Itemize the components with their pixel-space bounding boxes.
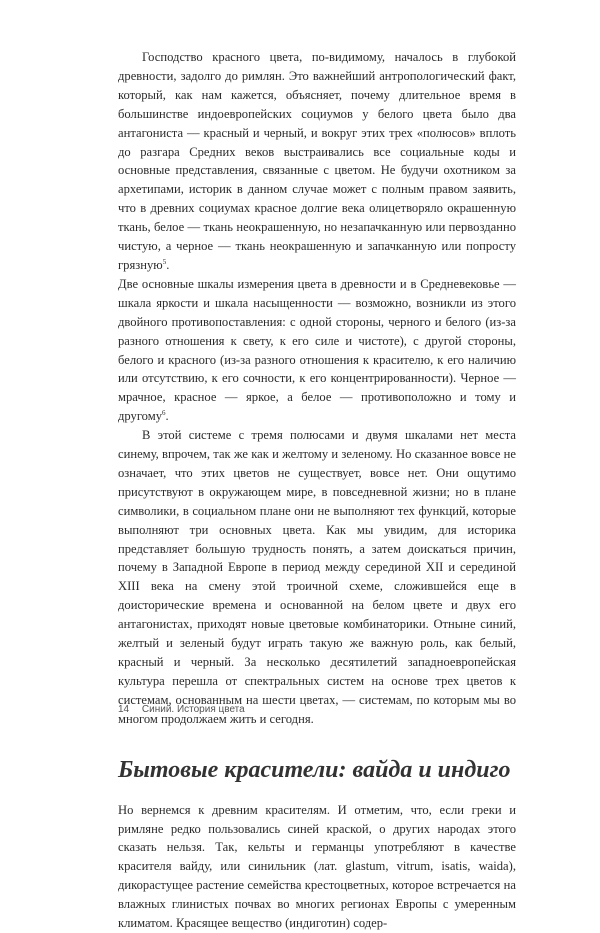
latin-terms: (лат. glastum, vitrum, isatis, waida) (313, 859, 513, 874)
footnote-marker[interactable]: 5 (162, 257, 167, 266)
page-footer (118, 704, 245, 715)
paragraph-color-scales: Две основные шкалы измерения цвета в древности и в Средневековье — шкала яркости и шкала насыщенности — возможно, возникли из этого двойного противопоставления: с одной стороны, черного и белого (из-за разного отношения к свету, к его силе и чистоте), с другой стороны, белого и красного (из-за разного отношения к красителю, к его наличию или отсутствию, к его сочности, к его концентрированности). Черное — мрачное, красное — яркое, а белое — противоположно и тому и другому$^6$. (118, 276, 516, 424)
main-text-block (118, 48, 516, 933)
page-number: 14 (118, 704, 130, 715)
footnote-marker[interactable]: 6 (162, 409, 166, 418)
paragraph-dyes (118, 801, 516, 933)
section-heading: Бытовые красители: вайда и индиго (118, 756, 511, 783)
paragraph-text: Но вернемся к древним красителям. И отметим, что, если греки и римляне редко пользовались синей краской, о других народах этого сказать нельзя. Так, кельты и германцы употребляют в качестве красителя вайду, или синильник (118, 802, 516, 874)
paragraph-text: Господство красного цвета, по-видимому, началось в глубокой древности, задолго до римлян. Это важнейший антропологический факт, который, как нам кажется, объясняет, почему длительное время в большинстве индоевропейских социумов у белого цвета было два антагониста — красный и черный, и вокруг этих трех «полюсов» вплоть до разгара Средних веков выстраивались все социальные коды и основные представления, связанные с цветом. Не будучи охотником за архетипами, историк в данном случае может с полным правом заявить, что в древних социумах красное долгие века олицетворяло окрашенную ткань, белое — ткань неокрашенную, но незапачканную или первозданно чистую, а черное — ткань неокрашенную и запачканную или попросту грязную (118, 50, 516, 272)
paragraph-three-poles (118, 426, 516, 729)
paragraph-text: В этой системе с тремя полюсами и двумя шкалами нет места синему, впрочем, так же как и желтому и зеленому. Но сказанное вовсе не означает, что этих цветов не существует, вовсе нет. Они ощутимо присутствуют в окружающем мире, в повседневной жизни; но в плане символики, в социальном плане они не выполняют тех функций, которые выполняют три основных цвета. Как мы увидим, для историка представляет большую трудность понять, а затем доискаться причин, почему в Западной Европе в период между серединой XII и серединой XIII века на смену этой троичной схеме, сложившейся еще в доисторические времена и основанной на белом цвете и двух его антагонистах, приходят новые цветовые комбинаторики. Отныне синий, желтый и зеленый будут играть такую же важную роль, как белый, красный и черный. За несколько десятилетий западноевропейская культура перешла от спектральных систем на основе трех цветов к системам, основанным на шести цветах, — системам, по которым мы во многом продолжаем жить и сегодня. (118, 428, 516, 726)
paragraph-text-tail: , дикорастущее растение семейства крестоцветных, которое встречается на влажных глинистых почвах во многих регионах Европы с умеренным климатом. Красящее вещество (индиготин) содер- (118, 859, 516, 931)
running-title: Синий. История цвета (141, 704, 245, 715)
paragraph-red-dominance: Господство красного цвета, по-видимому, началось в глубокой древности, задолго до римлян. Это важнейший антропологический факт, который, как нам кажется, объясняет, почему длительное время в большинстве индоевропейских социумов у белого цвета было два антагониста — красный и черный, и вокруг этих трех «полюсов» вплоть до разгара Средних веков выстраивались все социальные коды и основные представления, связанные с цветом. Не будучи охотником за архетипами, историк в данном случае может с полным правом заявить, что в древних социумах красное долгие века олицетворяло окрашенную ткань, белое — ткань неокрашенную, но незапачканную или первозданно чистую, а черное — ткань неокрашенную и запачканную или попросту грязную$^5$. (118, 50, 516, 272)
paragraph-text: Две основные шкалы измерения цвета в древности и в Средневековье — шкала яркости и шкала насыщенности — возможно, возникли из этого двойного противопоставления: с одной стороны, черного и белого (из-за разного отношения к свету, к его силе и чистоте), с другой стороны, белого и красного (из-за разного отношения к красителю, к его наличию или отсутствию, к его сочности, к его концентрированности). Черное — мрачное, красное — яркое, а белое — противоположно и тому и другому (118, 276, 516, 424)
